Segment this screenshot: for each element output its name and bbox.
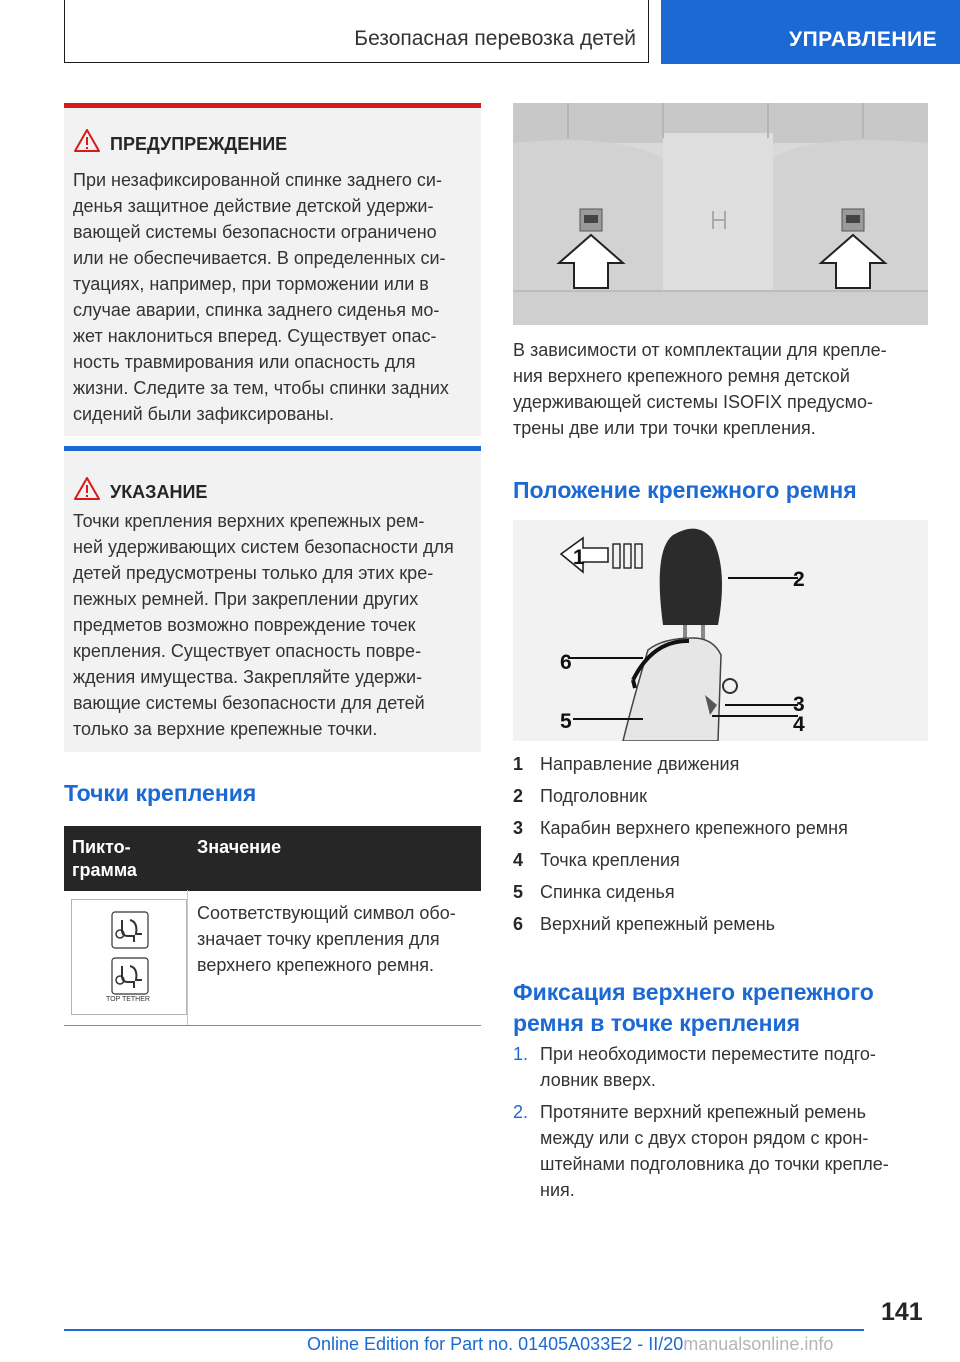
notice-box — [64, 446, 481, 752]
anchor-points-photo — [513, 103, 928, 325]
header-section-title: Безопасная перевозка детей — [354, 27, 636, 50]
callout-3: 3 — [793, 693, 805, 716]
fixing-heading: Фиксация верхнего крепежного ремня в точке крепления — [513, 979, 874, 1036]
header-chapter-tab[interactable] — [661, 0, 960, 64]
table-col-pictogram: Пикто- грамма — [72, 837, 137, 880]
table-header — [64, 826, 481, 891]
warning-text: При незафиксированной спинке заднего си- денья защитное действие детской удержи- вающей системы безопасности ограничено или не обеспечивается. В определенных си- туациях, например, при торможении или в случае аварии, спинка заднего сиденья мо- жет наклониться вперед. Существует опас- ность травмирования или опасность для жизни. Следите за тем, чтобы спинки задних сидений были зафиксированы. — [73, 170, 449, 424]
callout-1: 1 — [573, 546, 585, 569]
table-col-meaning: Значение — [197, 837, 282, 857]
header-chapter-label: УПРАВЛЕНИЕ — [789, 28, 938, 51]
header-section-box — [64, 0, 649, 63]
warning-box — [64, 103, 481, 436]
table-meaning-cell: Соответствующий символ обо- значает точку крепления для верхнего крепежного ремня. — [197, 903, 456, 975]
top-tether-pictogram — [71, 899, 187, 1015]
callout-4: 4 — [793, 713, 805, 736]
table-bottom-rule — [64, 1025, 481, 1026]
anchor-intro-text: В зависимости от комплектации для крепле- ния верхнего крепежного ремня детской удерживающей системы ISOFIX предусмо- трены две или три точки крепления. — [513, 340, 887, 438]
belt-position-diagram — [513, 520, 928, 741]
page-number: 141 — [881, 1298, 923, 1326]
callout-2: 2 — [793, 568, 805, 591]
anchor-points-heading: Точки крепления — [64, 780, 257, 806]
callout-6: 6 — [560, 651, 572, 674]
notice-title: УКАЗАНИЕ — [110, 482, 208, 502]
table-column-divider — [187, 890, 188, 1026]
warning-title: ПРЕДУПРЕЖДЕНИЕ — [110, 134, 288, 154]
belt-position-heading: Положение крепежного ремня — [513, 477, 857, 503]
footer-rule — [64, 1329, 864, 1331]
callout-5: 5 — [560, 710, 572, 733]
warning-triangle-icon — [74, 129, 100, 152]
notice-text: Точки крепления верхних крепежных рем- ней удерживающих систем безопасности для детей предусмотрены только для этих кре- пежных ремней. При закреплении других предметов возможно повреждение точек крепления. Существует опасность повре- ждения имущества. Закрепляйте удержи- вающие системы безопасности для детей только за верхние крепежные точки. — [73, 511, 454, 739]
footer-watermark[interactable]: manualsonline.info — [683, 1334, 834, 1354]
top-tether-label: TOP TETHER — [106, 996, 150, 1003]
footer-edition: Online Edition for Part no. 01405A033E2 - II/20manualsonline.info — [307, 1334, 834, 1354]
notice-triangle-icon — [74, 477, 100, 500]
seat-back-anchor-illustration — [513, 103, 928, 325]
